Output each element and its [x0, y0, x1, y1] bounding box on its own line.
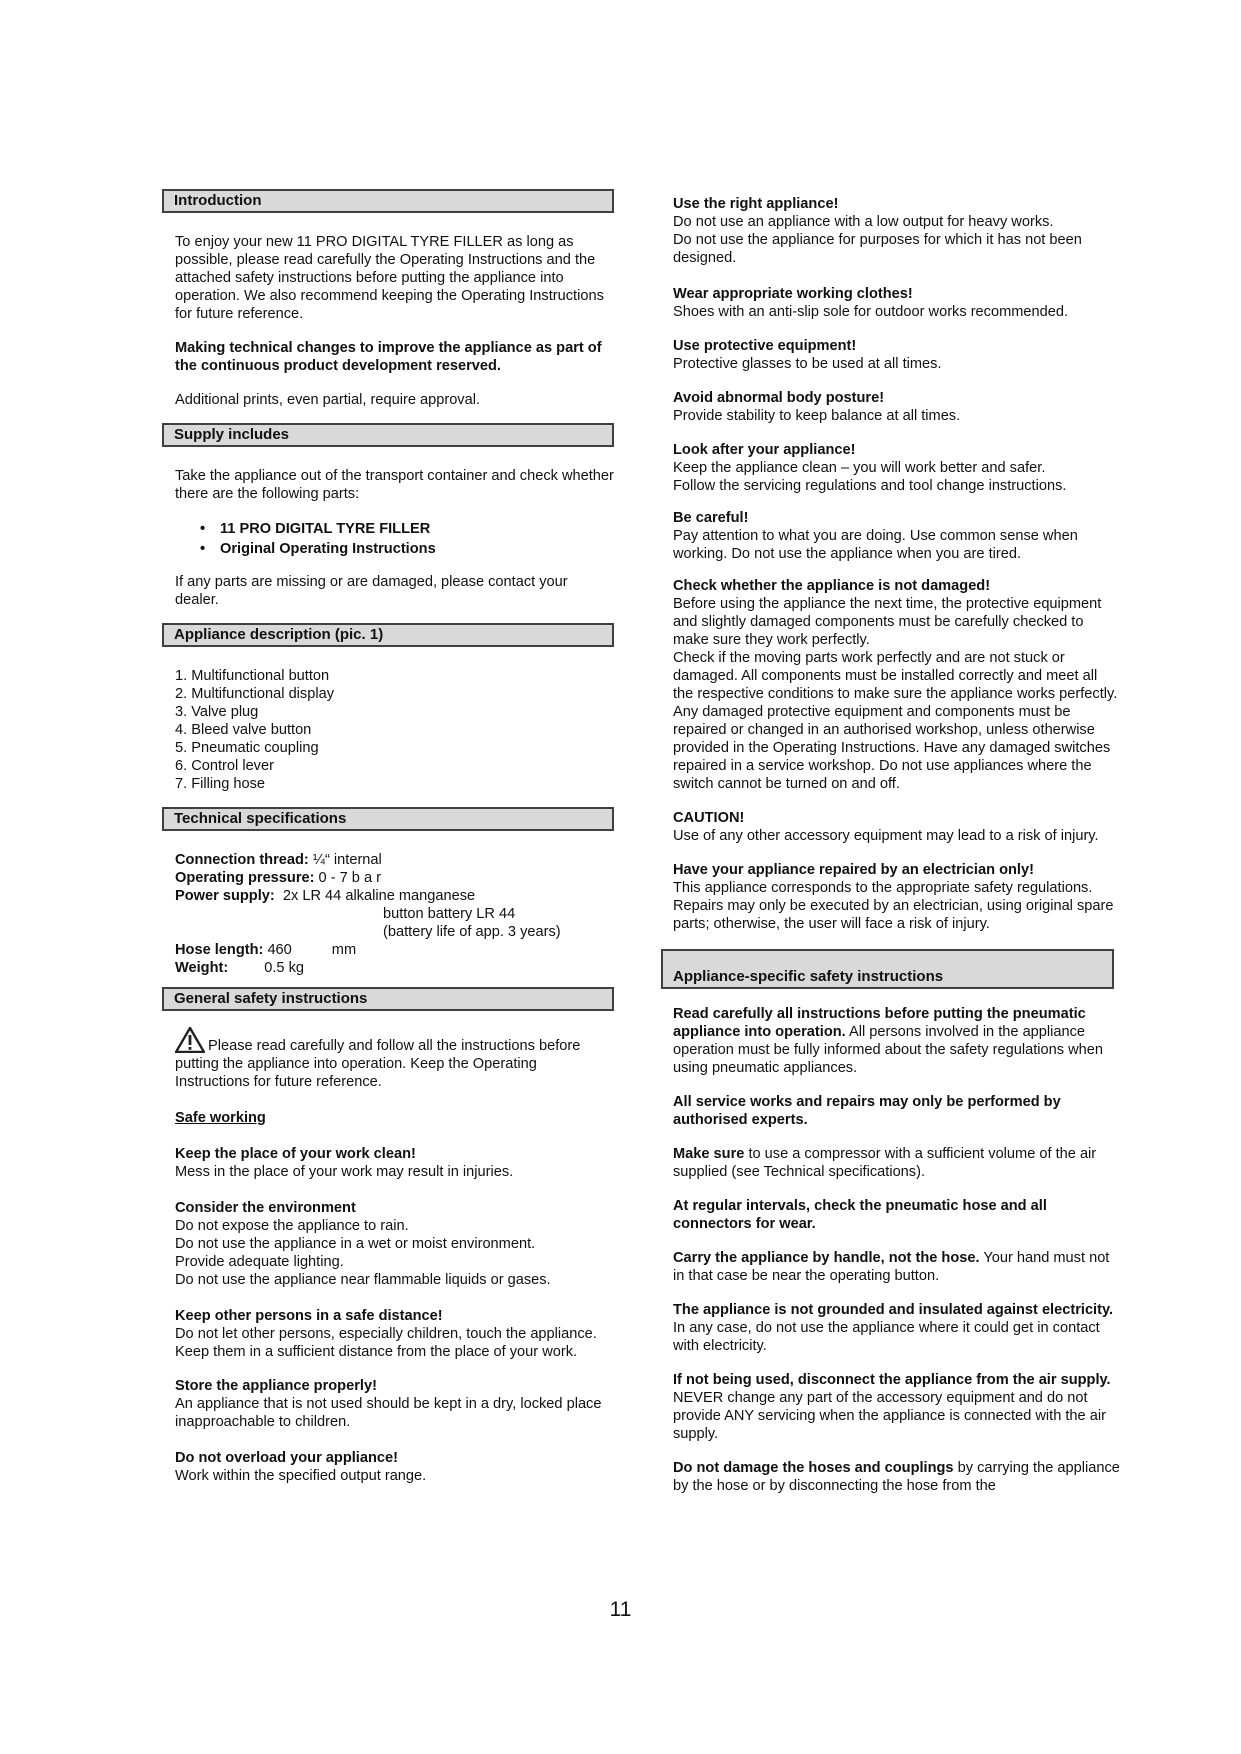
spec-label: Hose length: — [175, 942, 264, 958]
item-bold: At regular intervals, check the pneumatic hose and all connectors for wear. — [673, 1198, 1047, 1232]
specific-item — [673, 1093, 1121, 1129]
list-item: 6. Control lever — [175, 758, 274, 774]
intro-prints-note: Additional prints, even partial, require approval. — [175, 392, 481, 408]
item-text: Do not use an appliance with a low output for heavy works. Do not use the appliance for purposes for which it has not been designed. — [673, 214, 1082, 266]
item-bold: Do not damage the hoses and couplings — [673, 1460, 954, 1476]
general-item — [175, 1145, 614, 1181]
item-bold: All service works and repairs may only be performed by authorised experts. — [673, 1094, 1061, 1128]
item-text: An appliance that is not used should be kept in a dry, locked place inapproachable to children. — [175, 1396, 602, 1430]
spec-value: 2x LR 44 alkaline manganese — [282, 888, 476, 904]
supply-missing-note: If any parts are missing or are damaged, please contact your dealer. — [175, 574, 568, 608]
list-item: • Original Operating Instructions — [220, 539, 614, 559]
item-text: Mess in the place of your work may result in injuries. — [175, 1164, 514, 1180]
left-column — [162, 189, 614, 1485]
item-title: Look after your appliance! — [673, 442, 856, 458]
spec-value: 0.5 kg — [264, 960, 304, 976]
item-title: Be careful! — [673, 510, 749, 526]
item-title: Use the right appliance! — [673, 196, 839, 212]
supply-paragraph: Take the appliance out of the transport container and check whether there are the following parts: — [175, 468, 614, 502]
safe-working-heading: Safe working — [175, 1110, 266, 1126]
item-bold: The appliance is not grounded and insulated against electricity. — [673, 1302, 1114, 1318]
item-text: Pay attention to what you are doing. Use common sense when working. Do not use the appliance when you are tired. — [673, 528, 1078, 562]
item-bold: If not being used, disconnect the appliance from the air supply. — [673, 1372, 1111, 1388]
item-text: by carrying the appliance by the hose or by disconnecting the hose from the — [673, 1460, 1120, 1494]
intro-changes-note: Making technical changes to improve the appliance as part of the continuous product development reserved. — [175, 340, 602, 374]
list-item: 1. Multifunctional button — [175, 668, 330, 684]
general-safety-intro — [175, 1027, 614, 1091]
item-bold: Read carefully all instructions before putting the pneumatic appliance into operation. — [673, 1006, 1086, 1040]
specific-item — [673, 1459, 1121, 1495]
general-item — [175, 1307, 614, 1361]
supply-list — [175, 519, 614, 559]
specific-item — [673, 1301, 1121, 1355]
spec-value: 460 — [267, 942, 292, 958]
section-heading-description: Appliance description (pic. 1) — [162, 623, 614, 647]
specific-item — [673, 1371, 1121, 1443]
item-text: Provide stability to keep balance at all times. — [673, 408, 961, 424]
spec-value: 0 - 7 b a r — [314, 870, 382, 886]
general-item — [175, 1199, 614, 1289]
spec-value: button battery LR 44 — [383, 906, 516, 922]
list-item: • 11 PRO DIGITAL TYRE FILLER — [220, 519, 614, 539]
section-heading-supply: Supply includes — [162, 423, 614, 447]
item-text: Before using the appliance the next time, the protective equipment and slightly damaged components must be carefully checked to make sure they work perfectly. Check if the moving parts work perfectly and are not stuck or damaged. All components must be installed correctly and meet all the respective conditions to make sure the appliance works perfectly. Any damaged protective equipment and components must be repaired or changed in an authorised workshop, unless otherwise provided in the Operating Instructions. Have any damaged switches repaired in a service workshop. Do not use appliances where the switch cannot be turned on and off. — [673, 596, 1118, 792]
right-column — [661, 189, 1121, 1495]
specs-block — [162, 831, 614, 977]
item-title: Wear appropriate working clothes! — [673, 286, 913, 302]
safety-item — [673, 577, 1121, 793]
item-text: to use a compressor with a sufficient volume of the air supplied (see Technical specifications). — [673, 1146, 1097, 1180]
safety-item — [673, 285, 1121, 321]
list-item: 7. Filling hose — [175, 776, 266, 792]
spec-value: (battery life of app. 3 years) — [383, 924, 561, 940]
item-text: Your hand must not in that case be near the operating button. — [673, 1250, 1110, 1284]
item-text: Do not expose the appliance to rain. Do not use the appliance in a wet or moist environment. Provide adequate lighting. Do not use the appliance near flammable liquids or gases. — [175, 1218, 551, 1288]
spec-label: Power supply: — [175, 888, 275, 904]
item-text: Protective glasses to be used at all times. — [673, 356, 942, 372]
item-title: Have your appliance repaired by an electrician only! — [673, 862, 1034, 878]
item-title: Store the appliance properly! — [175, 1378, 377, 1394]
item-text: All persons involved in the appliance operation must be fully informed about the safety regulations when using pneumatic appliances. — [673, 1024, 1103, 1076]
safety-item — [673, 509, 1121, 563]
item-text: This appliance corresponds to the appropriate safety regulations. Repairs may only be executed by an electrician, using original spare parts; otherwise, the user will face a risk of injury. — [673, 880, 1114, 932]
general-item — [175, 1449, 614, 1485]
specific-item — [673, 1197, 1121, 1233]
safety-item — [673, 809, 1121, 845]
specific-item — [673, 1249, 1121, 1285]
spec-label: Connection thread: — [175, 852, 309, 868]
item-text: In any case, do not use the appliance where it could get in contact with electricity. — [673, 1320, 1100, 1354]
safety-item — [673, 389, 1121, 425]
spec-label: Operating pressure: — [175, 870, 315, 886]
list-item: 3. Valve plug — [175, 704, 259, 720]
specific-item — [673, 1145, 1121, 1181]
item-title: Avoid abnormal body posture! — [673, 390, 885, 406]
item-title: Do not overload your appliance! — [175, 1450, 398, 1466]
item-title: Keep the place of your work clean! — [175, 1146, 416, 1162]
item-title: Keep other persons in a safe distance! — [175, 1308, 443, 1324]
safety-item — [673, 195, 1121, 267]
item-bold: Carry the appliance by handle, not the hose. — [673, 1250, 980, 1266]
item-title: Use protective equipment! — [673, 338, 857, 354]
list-item: 2. Multifunctional display — [175, 686, 334, 702]
item-text: Shoes with an anti-slip sole for outdoor works recommended. — [673, 304, 1069, 320]
description-list — [175, 667, 614, 793]
spec-value: ¼“ internal — [308, 852, 382, 868]
item-text: Do not let other persons, especially children, touch the appliance. Keep them in a sufficient distance from the place of your work. — [175, 1326, 597, 1360]
spec-label: Weight: — [175, 960, 229, 976]
item-text: NEVER change any part of the accessory equipment and do not provide ANY servicing when the appliance is connected with the air supply. — [673, 1390, 1106, 1442]
safety-item — [673, 441, 1121, 495]
item-text: Work within the specified output range. — [175, 1468, 427, 1484]
section-heading-specific-safety: Appliance-specific safety instructions — [661, 949, 1114, 989]
safety-item — [673, 861, 1121, 933]
item-title: CAUTION! — [673, 810, 745, 826]
spec-unit: mm — [331, 942, 357, 958]
item-text: Keep the appliance clean – you will work better and safer. Follow the servicing regulations and tool change instructions. — [673, 460, 1067, 494]
item-bold: Make sure — [673, 1146, 745, 1162]
item-title: Consider the environment — [175, 1200, 356, 1216]
page-number: 11 — [609, 1598, 632, 1621]
section-heading-specs: Technical specifications — [162, 807, 614, 831]
item-text: Use of any other accessory equipment may lead to a risk of injury. — [673, 828, 1099, 844]
general-safety-intro-text: Please read carefully and follow all the instructions before putting the appliance into operation. Keep the Operating Instructions for future reference. — [175, 1038, 581, 1090]
section-heading-general-safety: General safety instructions — [162, 987, 614, 1011]
warning-icon — [175, 1027, 205, 1053]
section-heading-introduction: Introduction — [162, 189, 614, 213]
list-item: 4. Bleed valve button — [175, 722, 312, 738]
list-item: 5. Pneumatic coupling — [175, 740, 319, 756]
general-item — [175, 1377, 614, 1431]
intro-paragraph: To enjoy your new 11 PRO DIGITAL TYRE FILLER as long as possible, please read carefully the Operating Instructions and the attached safety instructions before putting the appliance into operation. We also recommend keeping the Operating Instructions for future reference. — [175, 234, 604, 322]
specific-item — [673, 1005, 1121, 1077]
item-title: Check whether the appliance is not damaged! — [673, 578, 991, 594]
safety-item — [673, 337, 1121, 373]
